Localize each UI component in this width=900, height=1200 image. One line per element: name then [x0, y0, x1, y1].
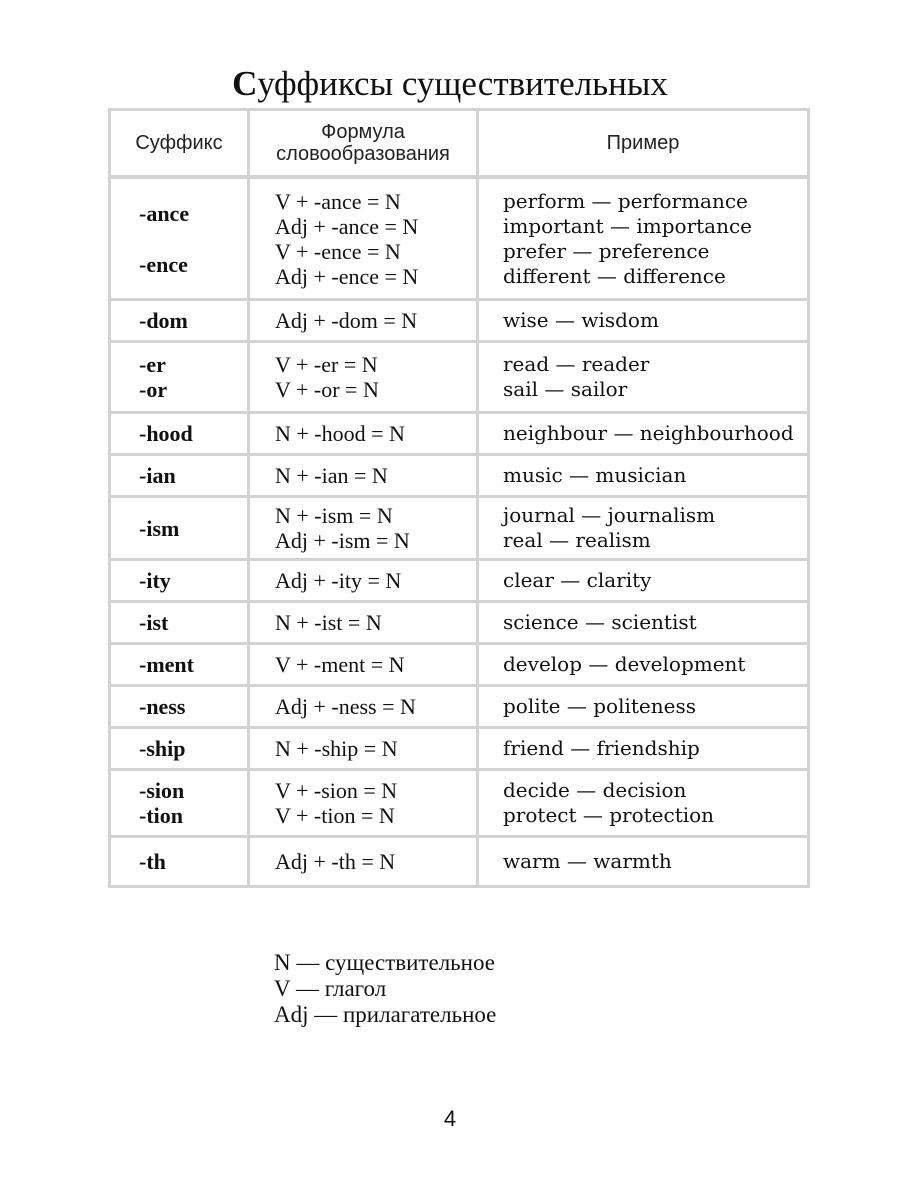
table-row: [111, 603, 807, 645]
formula-cell: [250, 838, 479, 885]
table-row: [111, 301, 807, 343]
formula-text: V + -er = N: [275, 352, 378, 377]
table-row: [111, 456, 807, 498]
suffix-cell: [111, 414, 250, 456]
suffix-text: -ity: [139, 568, 171, 593]
header-example-line: Пример: [606, 132, 680, 154]
formula-cell: [250, 301, 479, 343]
header-example: [479, 111, 807, 179]
table-row: [111, 179, 807, 301]
formula-text: Adj + -ness = N: [275, 694, 416, 719]
example-text: develop — development: [503, 652, 746, 676]
suffix-cell: [111, 456, 250, 498]
example-text: clear — clarity: [503, 568, 652, 592]
example-text: prefer — preference: [503, 238, 710, 263]
table-row: [111, 343, 807, 414]
formula-cell: [250, 771, 479, 838]
page-title-rest: уффиксы существительных: [257, 64, 668, 103]
example-text: wise — wisdom: [503, 308, 659, 332]
example-text: real — realism: [503, 528, 651, 552]
formula-text: Adj + -ism = N: [275, 528, 410, 553]
formula-cell: [250, 414, 479, 456]
example-cell: [479, 301, 807, 343]
example-cell: [479, 687, 807, 729]
table-body: [111, 179, 807, 885]
suffix-cell: [111, 687, 250, 729]
header-formula-line: словообразования: [276, 143, 450, 165]
example-text: friend — friendship: [503, 736, 700, 760]
page-title-first-letter: С: [232, 64, 258, 103]
example-cell: [479, 414, 807, 456]
suffix-cell: [111, 343, 250, 414]
page-number: 4: [443, 1106, 457, 1131]
formula-text: Adj + -th = N: [275, 849, 396, 874]
suffix-cell: [111, 729, 250, 771]
suffix-text: -th: [139, 849, 166, 874]
example-cell: [479, 343, 807, 414]
formula-text: N + -hood = N: [275, 421, 405, 446]
example-text: read — reader: [503, 352, 650, 376]
formula-text: Adj + -ence = N: [275, 263, 419, 289]
suffix-text: -ness: [139, 694, 186, 719]
legend-item: N — существительное: [274, 950, 495, 975]
example-cell: [479, 729, 807, 771]
example-cell: [479, 645, 807, 687]
table-row: [111, 414, 807, 456]
example-text: warm — warmth: [503, 849, 672, 873]
example-text: science — scientist: [503, 610, 697, 634]
table-row: [111, 687, 807, 729]
formula-text: Adj + -ity = N: [275, 568, 402, 593]
formula-text: V + -ance = N: [275, 188, 401, 214]
formula-cell: [250, 498, 479, 561]
formula-text: V + -sion = N: [275, 778, 398, 803]
suffix-text: -er: [139, 352, 166, 377]
example-text: music — musician: [503, 463, 687, 487]
formula-cell: [250, 179, 479, 301]
legend-item: Adj — прилагательное: [274, 1002, 497, 1027]
suffix-text: -ism: [139, 515, 180, 541]
suffix-text: -ance: [139, 200, 190, 226]
suffix-text: -ian: [139, 463, 176, 488]
example-text: decide — decision: [503, 778, 687, 802]
suffix-cell: [111, 645, 250, 687]
suffix-text: -ist: [139, 610, 169, 635]
formula-text: V + -ment = N: [275, 652, 405, 677]
example-text: protect — protection: [503, 803, 715, 827]
formula-cell: [250, 645, 479, 687]
suffix-cell: [111, 498, 250, 561]
table-row: [111, 729, 807, 771]
suffix-text: -dom: [139, 308, 188, 333]
formula-text: Adj + -dom = N: [275, 308, 418, 333]
example-cell: [479, 603, 807, 645]
suffix-cell: [111, 771, 250, 838]
suffix-cell: [111, 561, 250, 603]
table-row: [111, 838, 807, 885]
example-text: important — importance: [503, 213, 753, 238]
example-text: perform — performance: [503, 188, 748, 213]
table-row: [111, 498, 807, 561]
header-suffix: [111, 111, 250, 179]
suffix-cell: [111, 603, 250, 645]
formula-text: Adj + -ance = N: [275, 213, 419, 239]
example-cell: [479, 561, 807, 603]
formula-text: N + -ist = N: [275, 610, 382, 635]
legend-item: V — глагол: [274, 976, 387, 1001]
suffix-text: -sion: [139, 778, 185, 803]
example-text: sail — sailor: [503, 377, 628, 401]
formula-text: N + -ian = N: [275, 463, 388, 488]
example-cell: [479, 456, 807, 498]
table-header-row: [111, 111, 807, 179]
example-text: journal — journalism: [503, 503, 716, 527]
example-text: polite — politeness: [503, 694, 696, 718]
formula-cell: [250, 603, 479, 645]
header-formula: [250, 111, 479, 179]
legend: [274, 950, 496, 1028]
example-cell: [479, 179, 807, 301]
suffix-text: -tion: [139, 803, 183, 828]
table-row: [111, 771, 807, 838]
formula-cell: [250, 561, 479, 603]
formula-text: N + -ship = N: [275, 736, 398, 761]
suffix-cell: [111, 179, 250, 301]
formula-text: V + -tion = N: [275, 803, 395, 828]
suffix-text: -ence: [139, 251, 188, 277]
suffix-text: -hood: [139, 421, 193, 446]
suffix-cell: [111, 838, 250, 885]
suffix-text: -ship: [139, 736, 186, 761]
example-cell: [479, 771, 807, 838]
formula-cell: [250, 456, 479, 498]
formula-cell: [250, 687, 479, 729]
example-cell: [479, 838, 807, 885]
example-text: different — difference: [503, 263, 726, 288]
formula-text: N + -ism = N: [275, 503, 393, 528]
formula-cell: [250, 343, 479, 414]
suffix-table: [108, 108, 810, 888]
header-suffix-line: Суффикс: [135, 132, 223, 154]
suffix-cell: [111, 301, 250, 343]
example-cell: [479, 498, 807, 561]
formula-text: V + -or = N: [275, 377, 379, 402]
header-formula-line: Формула: [321, 121, 405, 143]
formula-cell: [250, 729, 479, 771]
formula-text: V + -ence = N: [275, 238, 401, 264]
table-row: [111, 561, 807, 603]
page-title: [0, 58, 900, 110]
suffix-text: -ment: [139, 652, 194, 677]
example-text: neighbour — neighbourhood: [503, 421, 794, 445]
suffix-text: -or: [139, 377, 168, 402]
table-row: [111, 645, 807, 687]
